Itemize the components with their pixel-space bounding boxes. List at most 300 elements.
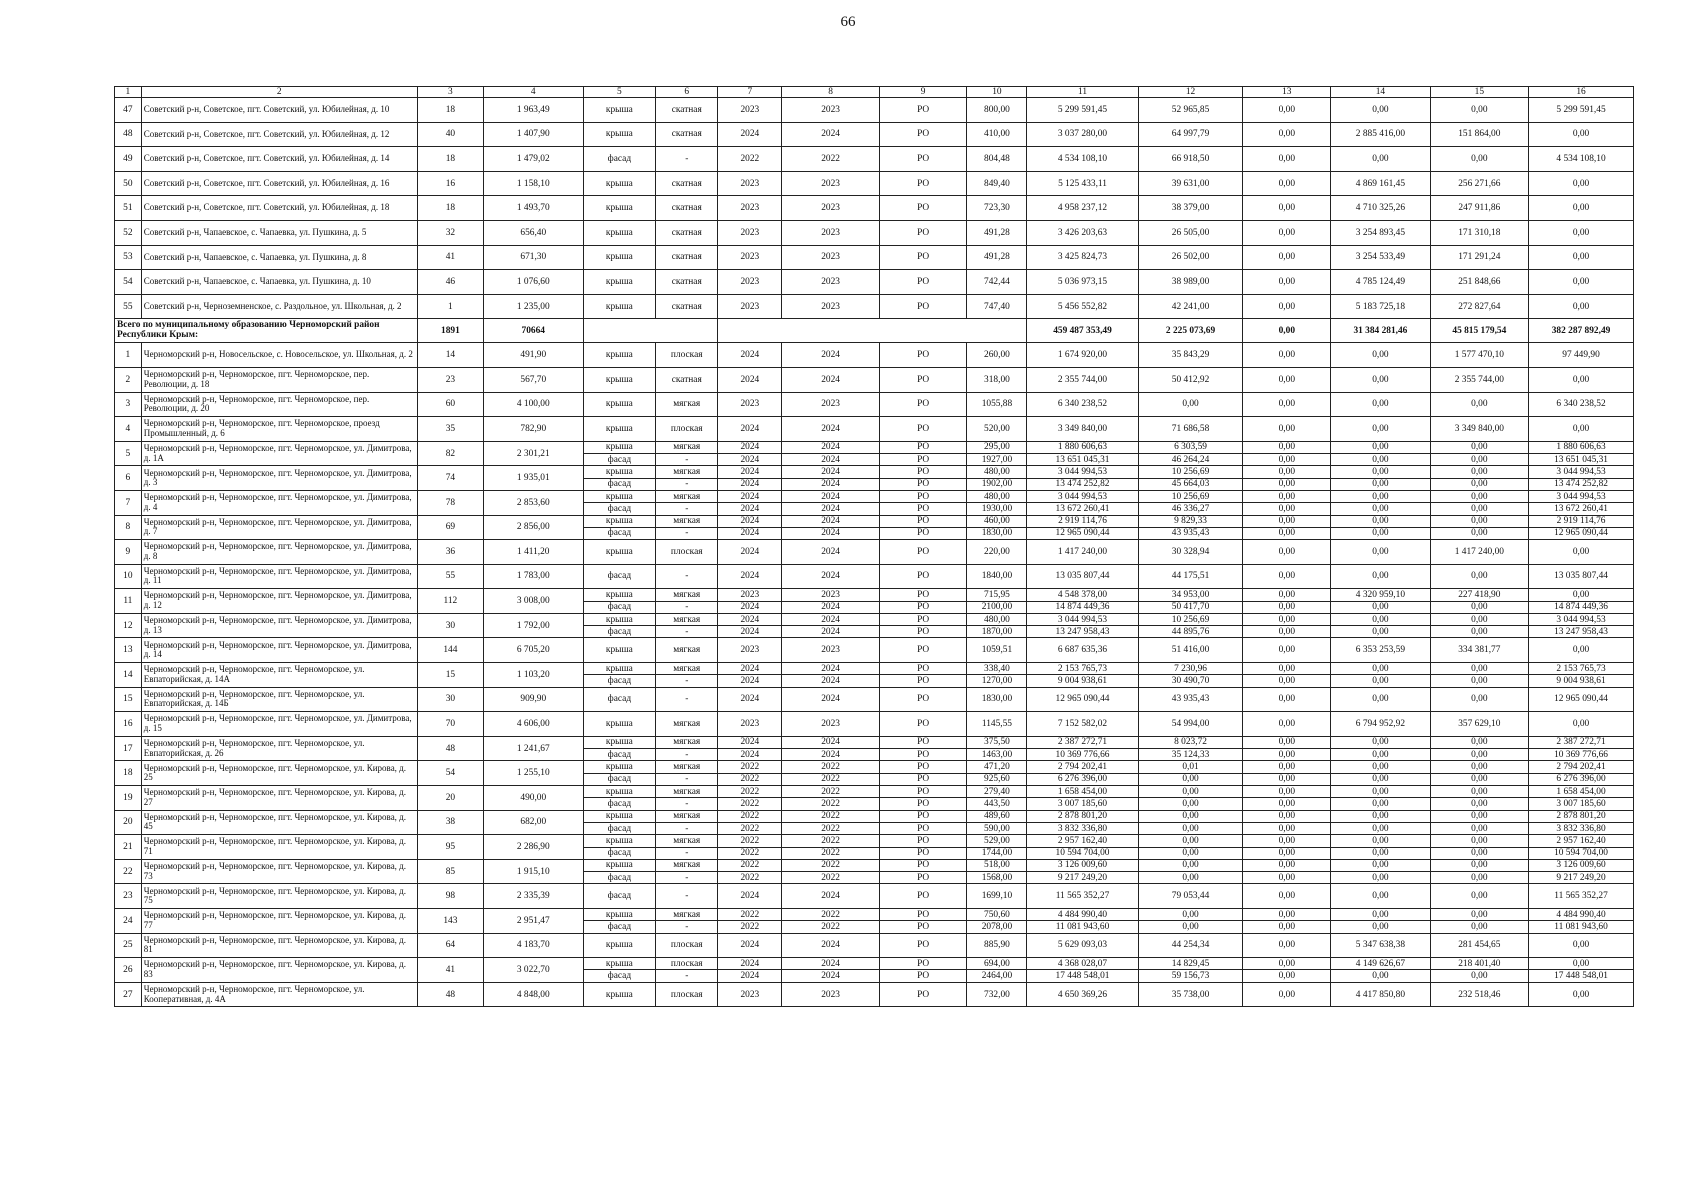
work-value-col-6: скатная [656,220,718,245]
work-value-col-6: - [656,454,718,466]
work-value-col-12: 30 328,94 [1138,540,1243,565]
work-value-col-15: 0,00 [1430,786,1528,798]
work-value-col-10: 480,00 [967,490,1027,502]
work-value-col-16: 0,00 [1529,982,1634,1007]
work-value-col-8: 2024 [782,454,879,466]
work-value-col-5: крыша [583,835,656,847]
work-value-col-16: 3 832 336,80 [1529,822,1634,834]
work-value-col-15: 272 827,64 [1430,294,1528,319]
work-value-col-6: скатная [656,367,718,392]
column-header: 11 [1027,87,1138,98]
work-value-col-12: 35 124,33 [1138,749,1243,761]
work-value-col-10: 723,30 [967,196,1027,221]
work-value-col-9: РО [879,245,967,270]
work-value-col-5: фасад [583,626,656,638]
work-value-col-6: мягкая [656,859,718,871]
work-value-col-13: 0,00 [1243,540,1331,565]
work-value-col-9: РО [879,270,967,295]
work-value-col-5: фасад [583,921,656,933]
row-number: 21 [115,835,142,860]
work-value-col-15: 0,00 [1430,564,1528,589]
work-value-col-12: 7 230,96 [1138,663,1243,675]
work-value-col-15: 0,00 [1430,847,1528,859]
work-value-col-5: крыша [583,392,656,417]
apartments-count: 23 [417,367,483,392]
work-value-col-8: 2022 [782,786,879,798]
work-value-col-7: 2023 [718,638,782,663]
work-value-col-15: 0,00 [1430,773,1528,785]
table-row [115,392,1634,417]
work-value-col-12: 8 023,72 [1138,736,1243,748]
column-header: 13 [1243,87,1331,98]
address: Советский р-н, Чапаевское, с. Чапаевка, ул. Пушкина, д. 5 [141,220,417,245]
work-value-col-7: 2022 [718,147,782,172]
total-area: 656,40 [484,220,583,245]
table-row [115,589,1634,601]
work-value-col-16: 3 044 994,53 [1529,490,1634,502]
work-value-col-9: РО [879,687,967,712]
work-value-col-5: крыша [583,171,656,196]
work-value-col-15: 0,00 [1430,798,1528,810]
work-value-col-10: 410,00 [967,122,1027,147]
work-value-col-6: скатная [656,98,718,123]
apartments-count: 41 [417,245,483,270]
work-value-col-12: 0,00 [1138,859,1243,871]
work-value-col-8: 2024 [782,663,879,675]
total-area: 491,90 [484,343,583,368]
work-value-col-16: 9 004 938,61 [1529,675,1634,687]
column-header: 10 [967,87,1027,98]
work-value-col-5: крыша [583,613,656,625]
column-header: 4 [484,87,583,98]
work-value-col-8: 2024 [782,884,879,909]
work-value-col-11: 3 425 824,73 [1027,245,1138,270]
work-value-col-7: 2023 [718,392,782,417]
total-area: 2 951,47 [484,909,583,934]
work-value-col-12: 66 918,50 [1138,147,1243,172]
work-value-col-16: 2 957 162,40 [1529,835,1634,847]
work-value-col-6: скатная [656,245,718,270]
work-value-col-13: 0,00 [1243,663,1331,675]
work-value-col-5: крыша [583,367,656,392]
work-value-col-9: РО [879,122,967,147]
work-value-col-7: 2024 [718,478,782,490]
work-value-col-8: 2023 [782,220,879,245]
work-value-col-7: 2024 [718,601,782,613]
work-value-col-7: 2024 [718,736,782,748]
address: Черноморский р-н, Черноморское, пгт. Черноморское, ул. Димитрова, д. 11 [141,564,417,589]
work-value-col-13: 0,00 [1243,675,1331,687]
work-value-col-9: РО [879,417,967,442]
work-value-col-14: 0,00 [1331,810,1430,822]
row-number: 20 [115,810,142,835]
row-number: 9 [115,540,142,565]
work-value-col-14: 0,00 [1331,687,1430,712]
work-value-col-9: РО [879,712,967,737]
work-value-col-10: 471,20 [967,761,1027,773]
work-value-col-5: фасад [583,454,656,466]
work-value-col-15: 171 291,24 [1430,245,1528,270]
work-value-col-9: РО [879,982,967,1007]
work-value-col-13: 0,00 [1243,970,1331,982]
work-value-col-11: 3 832 336,80 [1027,822,1138,834]
work-value-col-8: 2024 [782,626,879,638]
table-row [115,786,1634,798]
work-value-col-11: 11 081 943,60 [1027,921,1138,933]
work-value-col-5: крыша [583,982,656,1007]
total-area: 2 853,60 [484,490,583,515]
work-value-col-11: 17 448 548,01 [1027,970,1138,982]
total-row [115,319,1634,343]
work-value-col-7: 2022 [718,786,782,798]
table-row [115,638,1634,663]
total-value: 0,00 [1243,319,1331,343]
work-value-col-8: 2022 [782,872,879,884]
work-value-col-13: 0,00 [1243,933,1331,958]
column-header: 3 [417,87,483,98]
apartments-count: 144 [417,638,483,663]
work-value-col-12: 45 664,03 [1138,478,1243,490]
work-value-col-13: 0,00 [1243,712,1331,737]
work-value-col-8: 2024 [782,478,879,490]
work-value-col-10: 279,40 [967,786,1027,798]
work-value-col-16: 12 965 090,44 [1529,687,1634,712]
work-value-col-12: 0,01 [1138,761,1243,773]
table-row [115,270,1634,295]
work-value-col-6: - [656,798,718,810]
work-value-col-7: 2024 [718,441,782,453]
row-number: 25 [115,933,142,958]
address: Черноморский р-н, Черноморское, пгт. Черноморское, ул. Димитрова, д. 3 [141,466,417,491]
work-value-col-12: 38 989,00 [1138,270,1243,295]
work-value-col-10: 1055,88 [967,392,1027,417]
work-value-col-9: РО [879,810,967,822]
work-value-col-13: 0,00 [1243,773,1331,785]
work-value-col-8: 2024 [782,613,879,625]
total-label: Всего по муниципальному образованию Черноморский район Республики Крым: [115,319,418,343]
row-number: 54 [115,270,142,295]
table-row [115,98,1634,123]
work-value-col-16: 13 672 260,41 [1529,503,1634,515]
row-number: 19 [115,786,142,811]
work-value-col-14: 0,00 [1331,749,1430,761]
row-number: 27 [115,982,142,1007]
work-value-col-16: 4 484 990,40 [1529,909,1634,921]
work-value-col-12: 38 379,00 [1138,196,1243,221]
work-value-col-5: крыша [583,712,656,737]
work-value-col-5: крыша [583,663,656,675]
work-value-col-11: 12 965 090,44 [1027,687,1138,712]
work-value-col-7: 2023 [718,245,782,270]
work-value-col-5: фасад [583,564,656,589]
work-value-col-11: 4 650 369,26 [1027,982,1138,1007]
work-value-col-15: 0,00 [1430,601,1528,613]
work-value-col-7: 2022 [718,798,782,810]
work-value-col-12: 10 256,69 [1138,613,1243,625]
total-area: 2 856,00 [484,515,583,540]
work-value-col-11: 1 880 606,63 [1027,441,1138,453]
address: Черноморский р-н, Черноморское, пгт. Черноморское, ул. Кирова, д. 83 [141,958,417,983]
work-value-col-10: 694,00 [967,958,1027,970]
work-value-col-13: 0,00 [1243,294,1331,319]
work-value-col-9: РО [879,441,967,453]
work-value-col-6: плоская [656,958,718,970]
work-value-col-5: фасад [583,970,656,982]
table-row [115,859,1634,871]
work-value-col-15: 0,00 [1430,98,1528,123]
work-value-col-13: 0,00 [1243,367,1331,392]
address: Черноморский р-н, Черноморское, пгт. Черноморское, ул. Димитрова, д. 8 [141,540,417,565]
work-value-col-7: 2022 [718,835,782,847]
total-area: 1 103,20 [484,663,583,688]
work-value-col-13: 0,00 [1243,196,1331,221]
work-value-col-16: 0,00 [1529,122,1634,147]
work-value-col-6: мягкая [656,613,718,625]
work-value-col-14: 0,00 [1331,798,1430,810]
work-value-col-15: 0,00 [1430,490,1528,502]
empty-cell [718,319,1027,343]
work-value-col-8: 2024 [782,736,879,748]
work-value-col-15: 1 577 470,10 [1430,343,1528,368]
apartments-count: 20 [417,786,483,811]
work-value-col-9: РО [879,933,967,958]
work-value-col-5: крыша [583,220,656,245]
work-value-col-14: 3 254 533,49 [1331,245,1430,270]
work-value-col-12: 64 997,79 [1138,122,1243,147]
column-header: 2 [141,87,417,98]
work-value-col-14: 0,00 [1331,503,1430,515]
work-value-col-10: 443,50 [967,798,1027,810]
work-value-col-9: РО [879,503,967,515]
work-value-col-7: 2024 [718,687,782,712]
work-value-col-13: 0,00 [1243,958,1331,970]
work-value-col-14: 0,00 [1331,663,1430,675]
work-value-col-7: 2022 [718,847,782,859]
work-value-col-13: 0,00 [1243,822,1331,834]
address: Черноморский р-н, Черноморское, пгт. Черноморское, ул. Евпаторийская, д. 26 [141,736,417,761]
total-apartments: 1891 [417,319,483,343]
work-value-col-11: 13 035 807,44 [1027,564,1138,589]
work-value-col-8: 2024 [782,687,879,712]
work-value-col-12: 39 631,00 [1138,171,1243,196]
work-value-col-15: 0,00 [1430,859,1528,871]
apartments-count: 70 [417,712,483,737]
work-value-col-10: 1145,55 [967,712,1027,737]
work-value-col-14: 0,00 [1331,98,1430,123]
work-value-col-15: 0,00 [1430,970,1528,982]
work-value-col-9: РО [879,958,967,970]
work-value-col-15: 0,00 [1430,872,1528,884]
work-value-col-11: 2 794 202,41 [1027,761,1138,773]
work-value-col-14: 4 320 959,10 [1331,589,1430,601]
address: Черноморский р-н, Черноморское, пгт. Черноморское, ул. Димитрова, д. 12 [141,589,417,614]
total-area: 1 241,67 [484,736,583,761]
work-value-col-10: 480,00 [967,466,1027,478]
total-value: 2 225 073,69 [1138,319,1243,343]
work-value-col-10: 1744,00 [967,847,1027,859]
work-value-col-13: 0,00 [1243,859,1331,871]
work-value-col-7: 2022 [718,773,782,785]
work-value-col-12: 59 156,73 [1138,970,1243,982]
work-value-col-8: 2023 [782,171,879,196]
work-value-col-14: 0,00 [1331,736,1430,748]
work-value-col-9: РО [879,626,967,638]
table-row [115,122,1634,147]
work-value-col-8: 2024 [782,749,879,761]
table-row [115,147,1634,172]
row-number: 55 [115,294,142,319]
work-value-col-16: 1 880 606,63 [1529,441,1634,453]
work-value-col-14: 0,00 [1331,773,1430,785]
work-value-col-5: фасад [583,847,656,859]
work-value-col-15: 2 355 744,00 [1430,367,1528,392]
work-value-col-13: 0,00 [1243,589,1331,601]
row-number: 7 [115,490,142,515]
work-value-col-6: - [656,147,718,172]
work-value-col-6: мягкая [656,761,718,773]
work-value-col-14: 0,00 [1331,147,1430,172]
work-value-col-15: 0,00 [1430,147,1528,172]
work-value-col-7: 2024 [718,417,782,442]
work-value-col-13: 0,00 [1243,626,1331,638]
apartments-count: 14 [417,343,483,368]
work-value-col-14: 0,00 [1331,872,1430,884]
work-value-col-10: 849,40 [967,171,1027,196]
work-value-col-15: 0,00 [1430,392,1528,417]
row-number: 26 [115,958,142,983]
work-value-col-9: РО [879,466,967,478]
row-number: 6 [115,466,142,491]
work-value-col-13: 0,00 [1243,454,1331,466]
work-value-col-5: фасад [583,147,656,172]
total-area: 1 255,10 [484,761,583,786]
work-value-col-12: 71 686,58 [1138,417,1243,442]
work-value-col-5: крыша [583,736,656,748]
work-value-col-7: 2022 [718,761,782,773]
address: Черноморский р-н, Черноморское, пгт. Черноморское, ул. Димитрова, д. 13 [141,613,417,638]
work-value-col-11: 7 152 582,02 [1027,712,1138,737]
work-value-col-7: 2024 [718,503,782,515]
work-value-col-10: 375,50 [967,736,1027,748]
work-value-col-7: 2023 [718,196,782,221]
address: Советский р-н, Советское, пгт. Советский, ул. Юбилейная, д. 16 [141,171,417,196]
work-value-col-12: 0,00 [1138,773,1243,785]
work-value-col-11: 3 007 185,60 [1027,798,1138,810]
total-area: 682,00 [484,810,583,835]
apartments-count: 38 [417,810,483,835]
work-value-col-8: 2024 [782,466,879,478]
row-number: 11 [115,589,142,614]
work-value-col-6: мягкая [656,909,718,921]
work-value-col-10: 732,00 [967,982,1027,1007]
work-value-col-10: 491,28 [967,245,1027,270]
work-value-col-11: 3 037 280,00 [1027,122,1138,147]
work-value-col-6: - [656,847,718,859]
work-value-col-10: 1930,00 [967,503,1027,515]
work-value-col-10: 1568,00 [967,872,1027,884]
work-value-col-16: 10 369 776,66 [1529,749,1634,761]
column-header: 16 [1529,87,1634,98]
work-value-col-6: - [656,564,718,589]
work-value-col-15: 0,00 [1430,675,1528,687]
work-value-col-15: 281 454,65 [1430,933,1528,958]
apartments-count: 16 [417,171,483,196]
work-value-col-16: 11 081 943,60 [1529,921,1634,933]
work-value-col-6: мягкая [656,392,718,417]
work-value-col-12: 0,00 [1138,822,1243,834]
total-area: 1 407,90 [484,122,583,147]
work-value-col-8: 2023 [782,392,879,417]
work-value-col-16: 17 448 548,01 [1529,970,1634,982]
work-value-col-8: 2022 [782,798,879,810]
apartments-count: 55 [417,564,483,589]
work-value-col-16: 10 594 704,00 [1529,847,1634,859]
work-value-col-5: крыша [583,958,656,970]
address: Черноморский р-н, Черноморское, пгт. Черноморское, ул. Кооперативная, д. 4А [141,982,417,1007]
work-value-col-10: 2078,00 [967,921,1027,933]
capital-repair-table [114,86,1634,1007]
work-value-col-14: 0,00 [1331,786,1430,798]
work-value-col-5: фасад [583,675,656,687]
work-value-col-10: 885,90 [967,933,1027,958]
table-row [115,564,1634,589]
work-value-col-7: 2023 [718,171,782,196]
work-value-col-8: 2024 [782,122,879,147]
row-number: 2 [115,367,142,392]
apartments-count: 143 [417,909,483,934]
work-value-col-16: 14 874 449,36 [1529,601,1634,613]
work-value-col-13: 0,00 [1243,147,1331,172]
row-number: 53 [115,245,142,270]
apartments-count: 18 [417,98,483,123]
table-row [115,958,1634,970]
work-value-col-11: 10 369 776,66 [1027,749,1138,761]
address: Черноморский р-н, Черноморское, пгт. Черноморское, ул. Кирова, д. 75 [141,884,417,909]
work-value-col-8: 2022 [782,835,879,847]
apartments-count: 82 [417,441,483,466]
work-value-col-14: 4 417 850,80 [1331,982,1430,1007]
work-value-col-13: 0,00 [1243,638,1331,663]
work-value-col-5: фасад [583,503,656,515]
work-value-col-8: 2024 [782,958,879,970]
total-area: 490,00 [484,786,583,811]
table-row [115,613,1634,625]
work-value-col-9: РО [879,872,967,884]
work-value-col-13: 0,00 [1243,515,1331,527]
work-value-col-11: 13 247 958,43 [1027,626,1138,638]
work-value-col-5: фасад [583,798,656,810]
work-value-col-11: 4 548 378,00 [1027,589,1138,601]
work-value-col-14: 4 785 124,49 [1331,270,1430,295]
work-value-col-12: 43 935,43 [1138,527,1243,539]
address: Черноморский р-н, Черноморское, пгт. Черноморское, ул. Димитрова, д. 15 [141,712,417,737]
work-value-col-7: 2024 [718,490,782,502]
work-value-col-5: крыша [583,810,656,822]
work-value-col-12: 0,00 [1138,872,1243,884]
work-value-col-14: 0,00 [1331,540,1430,565]
work-value-col-7: 2022 [718,872,782,884]
work-value-col-5: фасад [583,884,656,909]
work-value-col-13: 0,00 [1243,392,1331,417]
work-value-col-12: 0,00 [1138,810,1243,822]
total-area: 2 301,21 [484,441,583,466]
work-value-col-14: 0,00 [1331,613,1430,625]
work-value-col-10: 925,60 [967,773,1027,785]
work-value-col-9: РО [879,98,967,123]
work-value-col-5: фасад [583,687,656,712]
work-value-col-14: 0,00 [1331,835,1430,847]
work-value-col-15: 0,00 [1430,749,1528,761]
